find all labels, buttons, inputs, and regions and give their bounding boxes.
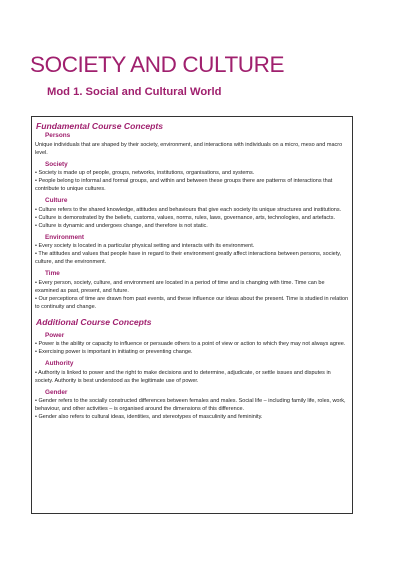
concept-text: • Culture is demonstrated by the beliefs, customs, values, norms, rules, laws, governance, arts, technologies, and artefacts.: [35, 214, 335, 221]
concept-text: • Exercising power is important in initiating or preventing change.: [35, 349, 193, 355]
fundamental-concepts-heading: Fundamental Course Concepts: [36, 121, 164, 131]
concept-culture: [35, 197, 349, 230]
concept-name: Power: [45, 331, 65, 339]
concept-name: Society: [45, 160, 68, 168]
concept-authority: [35, 360, 349, 385]
concept-text: • Power is the ability or capacity to influence or persuade others to a point of view or action to which they may not always agree.: [35, 341, 346, 347]
concept-text: • Gender also refers to cultural ideas, identities, and stereotypes of masculinity and femininity.: [35, 414, 263, 420]
concept-name: Persons: [45, 132, 71, 139]
page-title: SOCIETY AND CULTURE: [30, 52, 285, 77]
fundamental-concepts-section: [35, 121, 349, 311]
concept-name: Time: [45, 270, 60, 277]
concept-text: • Culture is dynamic and undergoes change, and therefore is not static.: [35, 222, 208, 229]
concept-text: • The attitudes and values that people have in regard to their environment greatly affect interactions between persons, society, culture, and the environment.: [35, 251, 342, 265]
concept-text: • Our perceptions of time are drawn from past events, and these influence our ideas about the present. Time is studied in relation to continuity and change.: [35, 295, 349, 310]
concept-time: [35, 270, 349, 311]
concept-name: Gender: [45, 388, 68, 396]
concept-text: • People belong to informal and formal groups, and within and between these groups there are patterns of interactions that contribute to unique cultures.: [35, 178, 333, 192]
concept-text: Unique individuals that are shaped by their society, environment, and interactions with individuals on a micro, meso and macro level.: [35, 141, 343, 156]
concept-text: • Every society is located in a particular physical setting and interacts with its environment.: [35, 243, 255, 249]
concept-name: Culture: [45, 197, 68, 204]
concept-text: • Every person, society, culture, and environment are located in a period of time and is changing with time. Time can be examined as past, present, and future.: [35, 279, 325, 294]
concept-text: • Society is made up of people, groups, networks, institutions, organisations, and systems.: [35, 170, 255, 176]
additional-concepts-section: [35, 317, 349, 422]
fundamental-concepts-list: [35, 132, 349, 311]
concept-power: [35, 332, 349, 357]
concept-persons: [35, 132, 349, 157]
concept-gender: [35, 389, 349, 422]
concept-environment: [35, 234, 349, 267]
concept-text: • Culture refers to the shared knowledge, attitudes and behaviours that give each society its unique structures and institutions.: [35, 206, 342, 213]
module-subtitle: Mod 1. Social and Cultural World: [47, 86, 222, 98]
concept-society: [35, 161, 349, 194]
concept-text: • Authority is linked to power and the right to make decisions and to determine, adjudicate, or settle issues and disputes in society. Authority is best understood as the legitimate use of power.: [35, 369, 331, 384]
concepts-box: [31, 116, 353, 514]
concept-text: • Gender refers to the socially constructed differences between females and males. Social life – including family life, roles, work, behaviour, and other activities – is organised around the dimensions of this difference.: [35, 398, 346, 412]
additional-concepts-list: [35, 332, 349, 422]
concept-name: Authority: [45, 360, 74, 367]
concept-name: Environment: [45, 233, 85, 241]
additional-concepts-heading: Additional Course Concepts: [36, 316, 152, 327]
